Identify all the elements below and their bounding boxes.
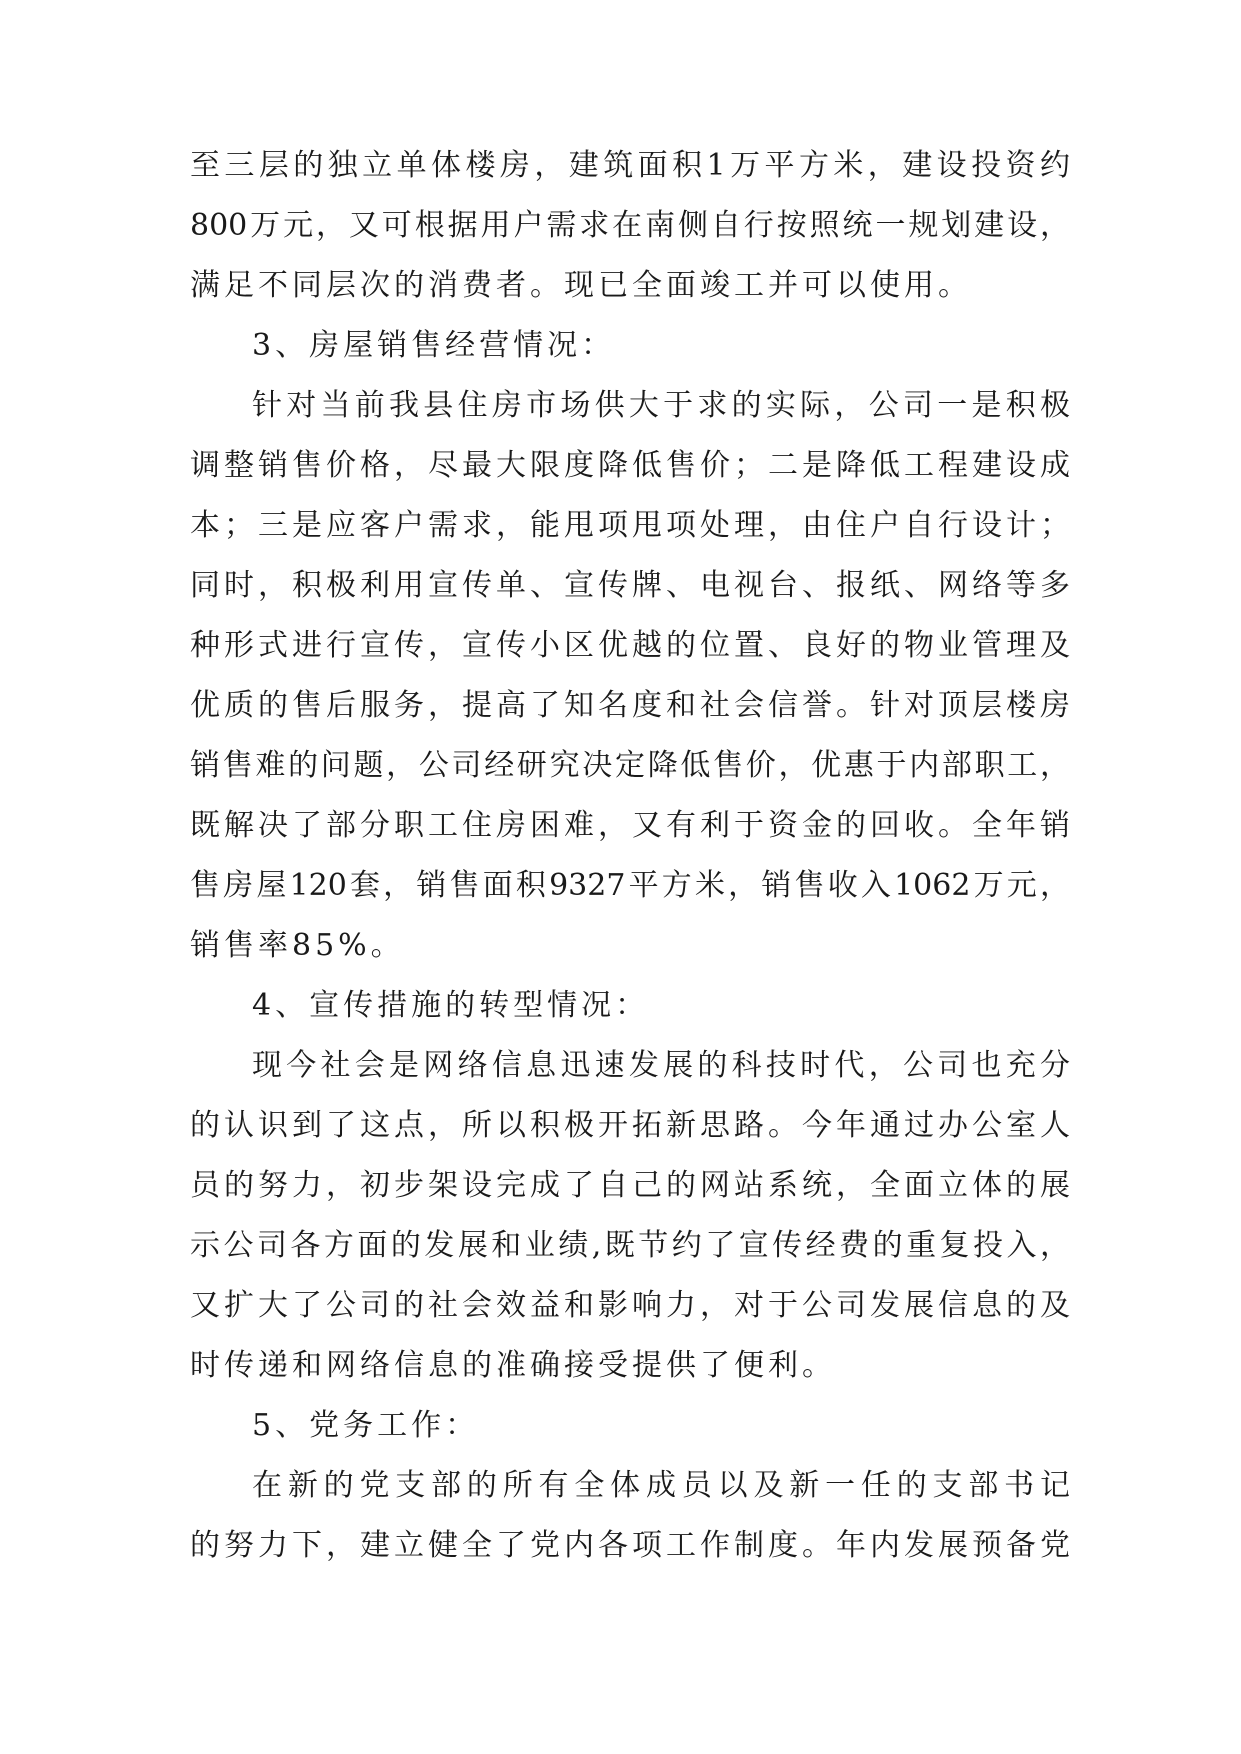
text-line: 示公司各方面的发展和业绩,既节约了宣传经费的重复投入， (190, 1228, 1070, 1263)
text-line: 售房屋120套，销售面积9327平方米，销售收入1062万元， (190, 868, 1070, 903)
text-line: 又扩大了公司的社会效益和影响力，对于公司发展信息的及 (190, 1288, 1070, 1323)
text-line: 种形式进行宣传，宣传小区优越的位置、良好的物业管理及 (190, 628, 1070, 663)
text-line: 调整销售价格，尽最大限度降低售价；二是降低工程建设成 (190, 448, 1070, 483)
text-line: 既解决了部分职工住房困难，又有利于资金的回收。全年销 (190, 808, 1070, 843)
text-line: 800万元，又可根据用户需求在南侧自行按照统一规划建设， (190, 208, 1070, 243)
text-line: 优质的售后服务，提高了知名度和社会信誉。针对顶层楼房 (190, 688, 1070, 723)
section-heading: 4、宣传措施的转型情况： (252, 988, 650, 1023)
text-line: 员的努力，初步架设完成了自己的网站系统，全面立体的展 (190, 1168, 1070, 1203)
text-line: 的认识到了这点，所以积极开拓新思路。今年通过办公室人 (190, 1108, 1070, 1143)
section-heading: 5、党务工作： (252, 1408, 480, 1443)
text-line: 本；三是应客户需求，能甩项甩项处理，由住户自行设计； (190, 508, 1070, 543)
text-line: 至三层的独立单体楼房，建筑面积1万平方米，建设投资约 (190, 148, 1070, 183)
text-line: 满足不同层次的消费者。现已全面竣工并可以使用。 (190, 268, 972, 303)
section-heading: 3、房屋销售经营情况： (252, 328, 616, 363)
text-line: 现今社会是网络信息迅速发展的科技时代，公司也充分 (252, 1048, 1070, 1083)
text-line: 时传递和网络信息的准确接受提供了便利。 (190, 1348, 836, 1383)
text-line: 同时，积极利用宣传单、宣传牌、电视台、报纸、网络等多 (190, 568, 1070, 603)
text-line: 在新的党支部的所有全体成员以及新一任的支部书记 (252, 1468, 1070, 1503)
text-line: 销售难的问题，公司经研究决定降低售价，优惠于内部职工， (190, 748, 1070, 783)
text-line: 针对当前我县住房市场供大于求的实际，公司一是积极 (252, 388, 1070, 423)
text-line: 销售率85%。 (190, 928, 405, 963)
text-line: 的努力下，建立健全了党内各项工作制度。年内发展预备党 (190, 1528, 1070, 1563)
